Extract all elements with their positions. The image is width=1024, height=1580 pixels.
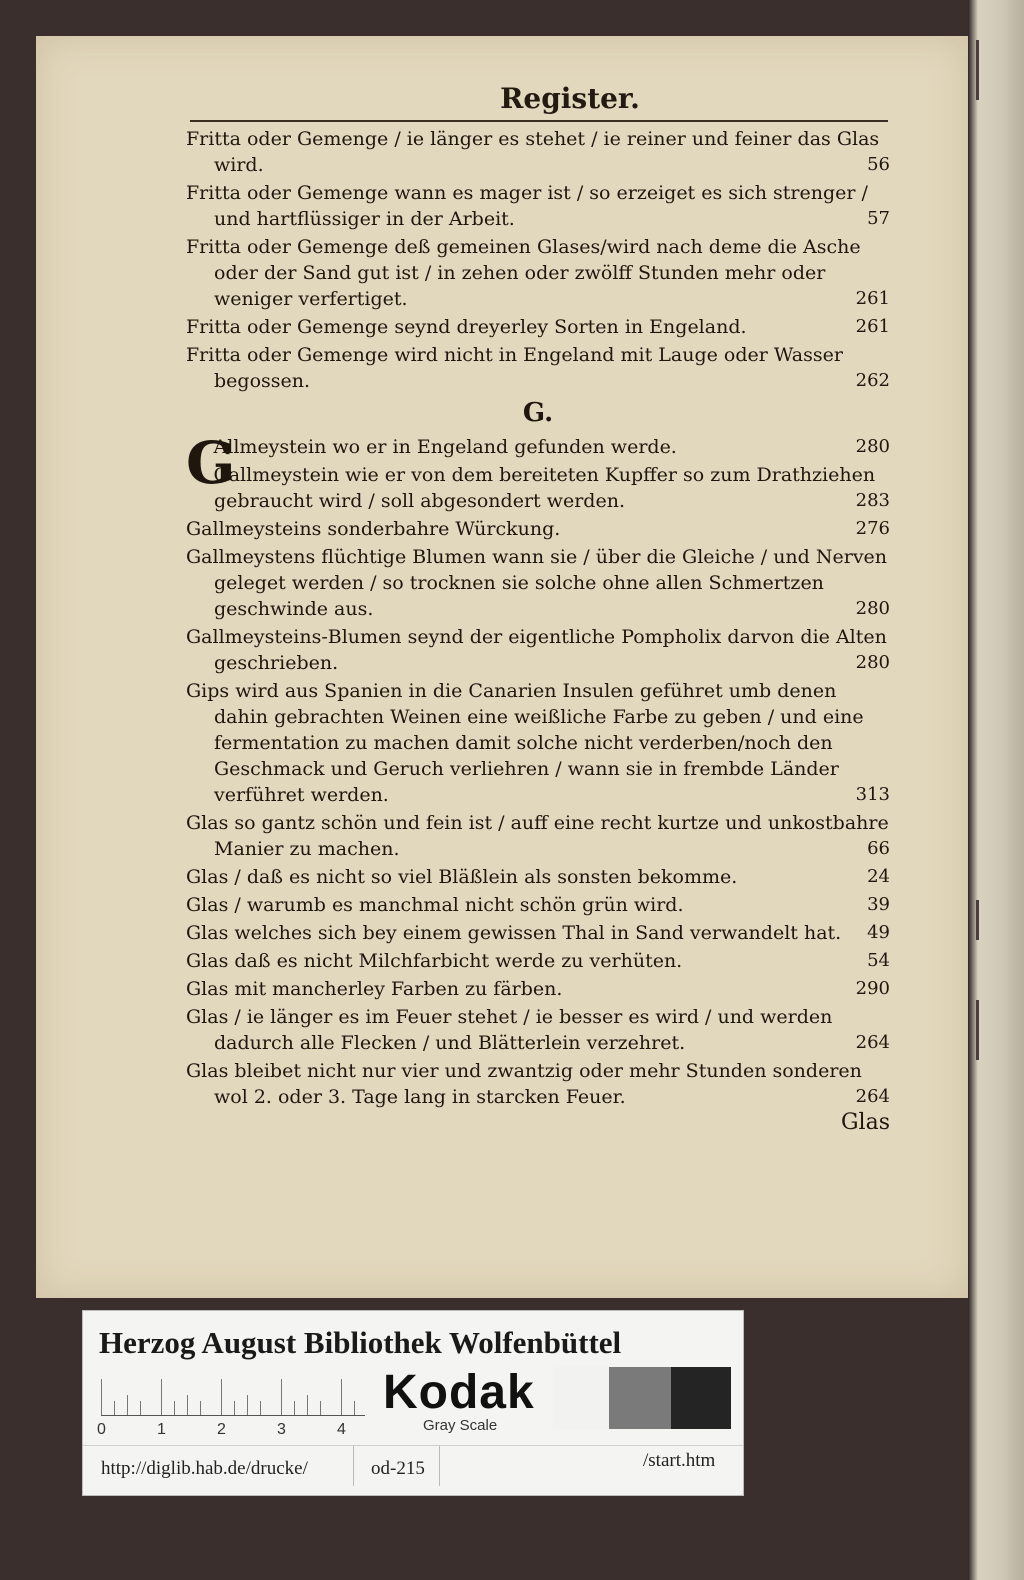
ruler-number: 4 xyxy=(337,1421,346,1438)
ruler-tick xyxy=(140,1401,141,1415)
entry-text: Gallmeystens flüchtige Blumen wann sie / über die Gleiche / und Nerven geleget werden / so trocknen sie solche ohne allen Schmertzen geschwinde aus. xyxy=(186,546,888,620)
ruler-tick xyxy=(320,1401,321,1415)
entry-page: 57 xyxy=(867,208,890,229)
register-entry xyxy=(186,678,890,808)
entry-page: 262 xyxy=(855,370,890,391)
ruler-number: 1 xyxy=(157,1421,166,1438)
url-row xyxy=(83,1445,743,1496)
entry-page: 264 xyxy=(855,1086,890,1107)
entry-text: Gallmeystein wie er von dem bereiteten Kupffer so zum Drathziehen gebraucht wird / soll abgesondert werden. xyxy=(213,464,876,512)
url-id: od-215 xyxy=(371,1458,425,1479)
gray-scale-label: Gray Scale xyxy=(423,1417,498,1434)
entry-text: Fritta oder Gemenge wann es mager ist / so erzeiget es sich strenger / und hartflüssiger in der Arbeit. xyxy=(186,182,868,230)
entry-page: 261 xyxy=(855,316,890,337)
entry-page: 313 xyxy=(855,784,890,805)
entry-text: Glas daß es nicht Milchfarbicht werde zu verhüten. xyxy=(186,950,683,972)
page-edge-mark xyxy=(976,900,979,940)
entry-page: 54 xyxy=(867,950,890,971)
register-entry xyxy=(186,810,890,862)
url-separator xyxy=(353,1446,354,1486)
register-entry xyxy=(186,864,890,890)
register-entry xyxy=(186,544,890,622)
entry-text: Fritta oder Gemenge wird nicht in Engeland mit Lauge oder Wasser begossen. xyxy=(186,344,843,392)
entry-text: Gallmeysteins sonderbahre Würckung. xyxy=(186,518,561,540)
ruler-tick xyxy=(247,1395,248,1415)
register-entry xyxy=(186,126,890,178)
url-right: /start.htm xyxy=(643,1450,716,1471)
ruler-tick xyxy=(221,1379,222,1415)
entry-page: 39 xyxy=(867,894,890,915)
entry-text: Glas bleibet nicht nur vier und zwantzig oder mehr Stunden sonderen wol 2. oder 3. Tage lang in starcken Feuer. xyxy=(186,1060,862,1108)
register-entry xyxy=(186,624,890,676)
gray-swatch-light xyxy=(553,1367,609,1429)
entry-page: 66 xyxy=(867,838,890,859)
ruler-tick xyxy=(127,1395,128,1415)
entry-page: 280 xyxy=(855,598,890,619)
ruler-tick xyxy=(281,1379,282,1415)
entry-text: Gips wird aus Spanien in die Canarien Insulen geführet umb denen dahin gebrachten Weinen eine weißliche Farbe zu geben / und eine fermentation zu machen damit solche nicht verderben/noch den Geschmack und Geruch verliehren / wann sie in frembde Länder verführet werden. xyxy=(186,680,864,806)
ruler-tick xyxy=(341,1379,342,1415)
entry-page: 276 xyxy=(855,518,890,539)
entry-text: Fritta oder Gemenge / ie länger es stehet / ie reiner und feiner das Glas wird. xyxy=(186,128,880,176)
page-edge-mark xyxy=(976,40,979,100)
entry-text: Allmeystein wo er in Engeland gefunden werde. xyxy=(213,436,677,458)
entry-page: 280 xyxy=(855,436,890,457)
dropcap-letter: G xyxy=(186,429,236,497)
ruler-tick xyxy=(114,1401,115,1415)
entry-text: Glas / daß es nicht so viel Bläßlein als sonsten bekomme. xyxy=(186,866,738,888)
page-heading: Register. xyxy=(500,82,640,115)
ruler-tick xyxy=(294,1401,295,1415)
entry-page: 56 xyxy=(867,154,890,175)
ruler-tick xyxy=(174,1401,175,1415)
catchword: Glas xyxy=(840,1110,890,1135)
entry-text: Glas welches sich bey einem gewissen Thal in Sand verwandelt hat. xyxy=(186,922,842,944)
facing-page-edge xyxy=(968,0,1024,1580)
entry-text: Glas / ie länger es im Feuer stehet / ie besser es wird / und werden dadurch alle Flecken / und Blätterlein verzehret. xyxy=(186,1006,833,1054)
url-separator xyxy=(439,1446,440,1486)
ruler-tick xyxy=(354,1401,355,1415)
ruler-tick xyxy=(200,1401,201,1415)
register-entry xyxy=(186,180,890,232)
register-entry xyxy=(186,234,890,312)
gray-swatch-mid xyxy=(609,1367,671,1429)
heading-rule xyxy=(190,120,888,122)
entry-page: 24 xyxy=(867,866,890,887)
register-entry xyxy=(186,920,890,946)
ruler-tick xyxy=(161,1379,162,1415)
entry-text: Glas so gantz schön und fein ist / auff eine recht kurtze und unkostbahre Manier zu machen. xyxy=(186,812,889,860)
entry-text: Fritta oder Gemenge seynd dreyerley Sorten in Engeland. xyxy=(186,316,747,338)
ruler-tick xyxy=(260,1401,261,1415)
ruler-number: 3 xyxy=(277,1421,286,1438)
register-entry xyxy=(186,516,890,542)
register-entry xyxy=(186,342,890,394)
section-letter: G. xyxy=(522,398,554,428)
register-entry xyxy=(186,314,890,340)
register-entries xyxy=(186,126,890,1112)
entry-page: 283 xyxy=(855,490,890,511)
ruler-number: 0 xyxy=(97,1421,106,1438)
register-entry xyxy=(186,1058,890,1110)
library-name: Herzog August Bibliothek Wolfenbüttel xyxy=(99,1325,622,1360)
entry-text: Glas mit mancherley Farben zu färben. xyxy=(186,978,563,1000)
register-entry xyxy=(186,1004,890,1056)
ruler-tick xyxy=(307,1395,308,1415)
ruler-tick xyxy=(101,1379,102,1415)
entry-page: 290 xyxy=(855,978,890,999)
entry-text: Fritta oder Gemenge deß gemeinen Glases/wird nach deme die Asche oder der Sand gut ist / in zehen oder zwölff Stunden mehr oder weniger verfertiget. xyxy=(186,236,861,310)
entry-page: 49 xyxy=(867,922,890,943)
register-entry xyxy=(186,976,890,1002)
ruler-number: 2 xyxy=(217,1421,226,1438)
entry-page: 264 xyxy=(855,1032,890,1053)
url-left: http://diglib.hab.de/drucke/ xyxy=(101,1458,308,1479)
register-entry xyxy=(186,892,890,918)
gray-swatch-dark xyxy=(671,1367,731,1429)
kodak-logo: Kodak xyxy=(383,1366,535,1419)
ruler-tick xyxy=(234,1401,235,1415)
register-entry xyxy=(186,462,890,514)
register-entry xyxy=(186,948,890,974)
entry-text: Glas / warumb es manchmal nicht schön grün wird. xyxy=(186,894,684,916)
entry-text: Gallmeysteins-Blumen seynd der eigentliche Pompholix darvon die Alten geschrieben. xyxy=(186,626,887,674)
entry-page: 261 xyxy=(855,288,890,309)
page-edge-mark xyxy=(976,1000,979,1060)
color-target-card xyxy=(82,1310,744,1496)
entry-page: 280 xyxy=(855,652,890,673)
scale-ruler xyxy=(101,1379,365,1416)
ruler-tick xyxy=(187,1395,188,1415)
